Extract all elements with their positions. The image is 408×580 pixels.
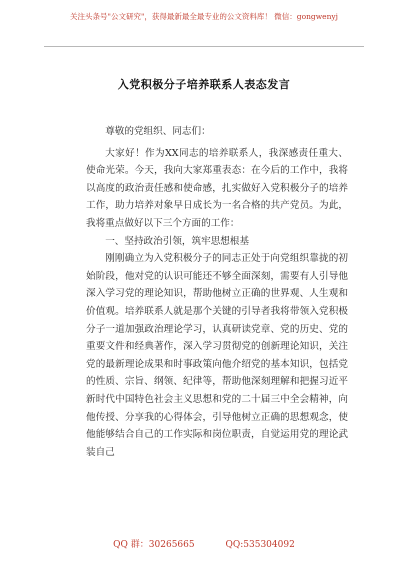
salutation: 尊敬的党组织、同志们： <box>105 126 211 137</box>
document-title: 入党积极分子培养联系人表态发言 <box>117 78 291 91</box>
footer-contact <box>0 537 408 550</box>
qq-text: QQ:535304092 <box>225 540 295 550</box>
document-body <box>86 123 348 461</box>
body-paragraph: 大家好！作为XX同志的培养联系人，我深感责任重大、使命光荣。今天，我向大家郑重表态：在今后的工作中，我将以高度的政治责任感和使命感，扎实做好入党积极分子的培养工作，助力培养对象早日成长为一名合格的共产党员。为此，我将重点做好以下三个方面的工作： <box>86 147 348 229</box>
header-banner: 关注头条号"公文研究"，获得最新最全最专业的公文资料库！ 微信：gongwenyj <box>70 12 338 21</box>
header-divider <box>44 46 364 47</box>
section-heading: 一、坚持政治引领，筑牢思想根基 <box>105 235 250 247</box>
qq-group-text: QQ 群：30265665 <box>113 540 195 550</box>
body-paragraph: 刚刚确立为入党积极分子的同志正处于向党组织靠拢的初始阶段，他对党的认识可能还不够全面深刻，需要有人引导他深入学习党的理论知识，帮助他树立正确的世界观、人生观和价值观。培养联系人就是那个关键的引导者我将带领入党积极分子一道加强政治理论学习，认真研读党章、党的历史、党的重要文件和经典著作，深入学习贯彻党的创新理论知识，关注党的最新理论成果和时事政策向他介绍党的基本知识，包括党的性质、宗旨、纲领、纪律等，帮助他深刻理解和把握习近平新时代中国特色社会主义思想和党的二十届三中全会精神，向他传授、分享我的心得体会，引导他树立正确的思想观念，使他能够结合自己的工作实际和岗位职责，自觉运用党的理论武装自己 <box>86 253 348 458</box>
